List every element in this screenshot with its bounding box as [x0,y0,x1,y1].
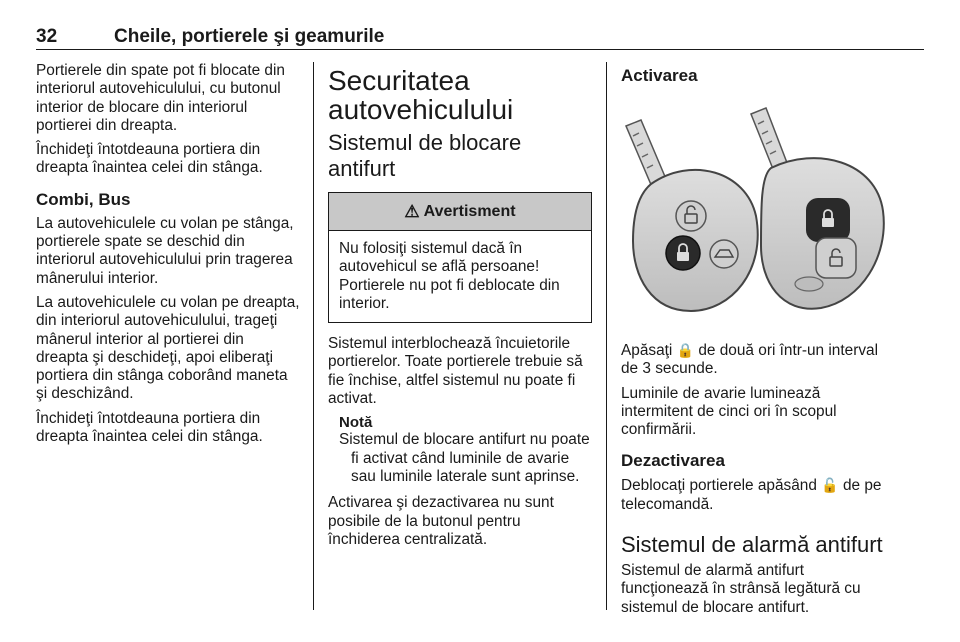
paragraph [621,476,887,514]
page-header [36,16,924,50]
section-heading: Activarea [621,66,698,85]
note-text-line: fi activat când luminile de avarie sau luminile laterale sunt aprinse. [351,449,580,485]
section-title-line: autovehiculului [328,94,514,125]
column-middle [328,62,592,555]
paragraph [621,341,887,379]
lock-icon: 🔒 [676,342,695,358]
section-title: Sistemul de alarmă antifurt [621,532,883,558]
subsection-title: Sistemul de blocare antifurt [328,130,522,181]
text-fragment: Apăsaţi [621,342,673,359]
unlock-icon: 🔓 [821,477,839,494]
column-divider-1 [313,62,314,610]
column-right [621,62,887,623]
section-title [328,66,592,124]
section-heading: Combi, Bus [36,189,131,209]
paragraph: La autovehiculele cu volan pe stânga, portierele spate se deschid din interiorul autovehiculului prin tragerea mânerului interior. [36,214,294,287]
paragraph: La autovehiculele cu volan pe dreapta, din interiorul autovehiculului, trageţi mânerul interior al portierei din dreapta şi deschideţi, apoi eliberaţi portiera din stânga coborând maneta şi deschizând. [36,293,300,403]
paragraph: Luminile de avarie luminează intermitent de cinci ori în scopul confirmării. [621,384,837,439]
trunk-button-icon [710,240,738,268]
chapter-title: Cheile, portierele şi geamurile [114,26,385,47]
note-text-line: Sistemul de blocare antifurt nu poate [339,431,590,449]
column-left [36,62,300,452]
section-heading: Dezactivarea [621,451,725,471]
unlock-button-icon [816,238,856,278]
warning-title: Avertisment [423,202,516,220]
paragraph: Sistemul interblochează încuietorile portierelor. Toate portierele trebuie să fie închise, altfel sistemul nu poate fi activat. [328,335,583,408]
column-divider-2 [606,62,607,610]
warning-icon: ⚠ [404,201,420,221]
text-fragment: de două ori într-un interval de 3 secunde. [621,342,879,378]
paragraph: Sistemul de alarmă antifurt funcţionează în strânsă legătură cu sistemul de blocare antifurt. [621,562,861,616]
warning-box [328,192,592,323]
note-text [339,431,592,486]
text-fragment: de pe telecomandă. [621,477,882,513]
fob-led-icon [795,277,823,291]
remote-key-illustration [621,106,887,326]
header-rule [36,49,924,50]
section-title-line: Securitatea [328,65,470,96]
text-fragment: Deblocaţi portierele apăsând [621,477,817,495]
warning-text: Nu folosiţi sistemul dacă în autovehicul se află persoane! Portierele nu pot fi deblocate din interior. [339,240,560,312]
warning-header [329,193,591,231]
paragraph: Activarea şi dezactivarea nu sunt posibile de la butonul pentru închiderea centralizată. [328,494,554,548]
note-title: Notă [339,414,373,432]
paragraph: Portierele din spate pot fi blocate din interiorul autovehiculului, cu butonul interior de blocare din interiorul portierei din dreapta. [36,62,285,134]
page-number: 32 [36,26,58,47]
paragraph: Închideţi întotdeauna portiera din dreapta înaintea celei din stânga. [36,141,263,177]
paragraph: Închideţi întotdeauna portiera din dreapta înaintea celei din stânga. [36,409,263,446]
note-box [328,414,592,486]
